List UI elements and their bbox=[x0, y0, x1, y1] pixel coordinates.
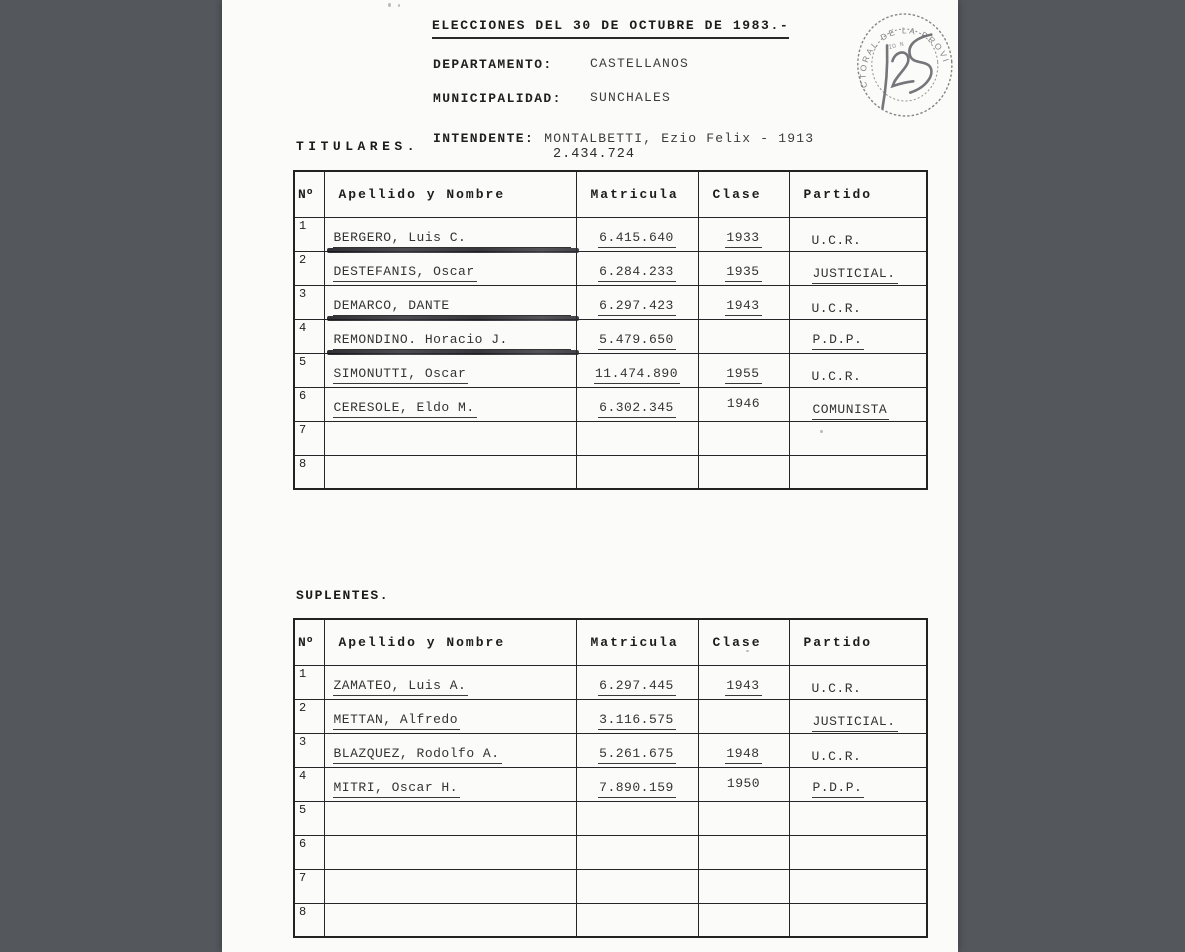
clase-text bbox=[742, 725, 745, 726]
cell-partido bbox=[789, 455, 927, 489]
table-row bbox=[294, 285, 927, 319]
matricula-text: 6.302.345 bbox=[598, 401, 676, 417]
name-text: METTAN, Alfredo bbox=[333, 713, 461, 729]
cell-matricula bbox=[576, 421, 698, 455]
table-row bbox=[294, 767, 927, 801]
cell-clase bbox=[698, 665, 789, 699]
cell-name bbox=[324, 319, 576, 353]
name-text bbox=[333, 861, 336, 862]
matricula-text: 5.479.650 bbox=[598, 333, 676, 349]
table-row bbox=[294, 835, 927, 869]
cell-clase bbox=[698, 455, 789, 489]
table-row bbox=[294, 387, 927, 421]
cell-num: 1 bbox=[294, 217, 324, 251]
cell-name bbox=[324, 835, 576, 869]
matricula-text bbox=[636, 861, 639, 862]
clase-text bbox=[742, 861, 745, 862]
cell-name bbox=[324, 353, 576, 387]
cell-name bbox=[324, 251, 576, 285]
cell-partido bbox=[789, 285, 927, 319]
partido-text: U.C.R. bbox=[811, 300, 862, 316]
cell-matricula bbox=[576, 665, 698, 699]
cell-num: 6 bbox=[294, 387, 324, 421]
clase-text: 1950 bbox=[726, 775, 761, 791]
table-row bbox=[294, 319, 927, 353]
cell-name bbox=[324, 665, 576, 699]
matricula-text: 3.116.575 bbox=[598, 713, 676, 729]
matricula-text bbox=[636, 447, 639, 448]
cell-matricula bbox=[576, 353, 698, 387]
field-row-departamento bbox=[433, 55, 973, 72]
cell-matricula bbox=[576, 733, 698, 767]
cell-num: 5 bbox=[294, 353, 324, 387]
scan-speck bbox=[820, 430, 823, 433]
cell-clase bbox=[698, 835, 789, 869]
field-row-municipalidad bbox=[433, 89, 973, 106]
cell-name bbox=[324, 217, 576, 251]
name-text bbox=[333, 928, 336, 929]
cell-name bbox=[324, 455, 576, 489]
cell-partido bbox=[789, 251, 927, 285]
table-row bbox=[294, 699, 927, 733]
table-row bbox=[294, 353, 927, 387]
table-row bbox=[294, 455, 927, 489]
cell-name bbox=[324, 903, 576, 937]
header-name: Apellido y Nombre bbox=[324, 619, 576, 665]
vote-total: 2.434.724 bbox=[553, 147, 635, 162]
intendente-value: MONTALBETTI, Ezio Felix - 1913 bbox=[544, 131, 815, 146]
cell-name bbox=[324, 421, 576, 455]
document-title: ELECCIONES DEL 30 DE OCTUBRE DE 1983.- bbox=[432, 18, 789, 39]
cell-num: 7 bbox=[294, 421, 324, 455]
cell-name bbox=[324, 767, 576, 801]
partido-text: COMUNISTA bbox=[812, 403, 890, 419]
matricula-text: 5.261.675 bbox=[598, 747, 676, 763]
name-text bbox=[333, 895, 336, 896]
header-partido: Partido bbox=[789, 171, 927, 217]
cell-name bbox=[324, 699, 576, 733]
cell-clase bbox=[698, 387, 789, 421]
name-text bbox=[333, 827, 336, 828]
suplentes-table bbox=[293, 618, 928, 938]
section-label-titulares: TITULARES. bbox=[296, 139, 420, 154]
cell-partido bbox=[789, 903, 927, 937]
clase-text: 1943 bbox=[725, 679, 761, 695]
cell-num: 3 bbox=[294, 285, 324, 319]
cell-num: 6 bbox=[294, 835, 324, 869]
clase-text: 1948 bbox=[725, 747, 761, 763]
clase-text: 1943 bbox=[725, 299, 761, 315]
table-row bbox=[294, 665, 927, 699]
table-row bbox=[294, 733, 927, 767]
scan-speck bbox=[746, 650, 749, 652]
cell-matricula bbox=[576, 455, 698, 489]
cell-clase bbox=[698, 699, 789, 733]
matricula-text: 7.890.159 bbox=[598, 781, 676, 797]
matricula-text bbox=[636, 895, 639, 896]
cell-clase bbox=[698, 251, 789, 285]
cell-num: 8 bbox=[294, 903, 324, 937]
cell-matricula bbox=[576, 869, 698, 903]
cell-partido bbox=[789, 387, 927, 421]
cell-matricula bbox=[576, 835, 698, 869]
name-text: CERESOLE, Eldo M. bbox=[333, 401, 477, 417]
matricula-text: 6.284.233 bbox=[598, 265, 676, 281]
header-name: Apellido y Nombre bbox=[324, 171, 576, 217]
municipalidad-value: SUNCHALES bbox=[590, 90, 672, 105]
stamp-inner-text: IO N bbox=[887, 40, 905, 52]
cell-partido bbox=[789, 319, 927, 353]
cell-num: 1 bbox=[294, 665, 324, 699]
header-num: Nº bbox=[294, 171, 324, 217]
cell-num: 7 bbox=[294, 869, 324, 903]
cell-partido bbox=[789, 869, 927, 903]
cell-matricula bbox=[576, 319, 698, 353]
cell-matricula bbox=[576, 699, 698, 733]
cell-num: 8 bbox=[294, 455, 324, 489]
partido-text: U.C.R. bbox=[811, 368, 862, 384]
matricula-text bbox=[636, 480, 639, 481]
table-header-row bbox=[294, 619, 927, 665]
clase-text bbox=[742, 345, 745, 346]
cell-clase bbox=[698, 285, 789, 319]
name-text bbox=[333, 447, 336, 448]
name-text: ZAMATEO, Luis A. bbox=[333, 679, 469, 695]
section-label-suplentes: SUPLENTES. bbox=[296, 588, 390, 603]
clase-text bbox=[742, 480, 745, 481]
cell-num: 4 bbox=[294, 319, 324, 353]
cell-clase bbox=[698, 319, 789, 353]
cell-clase bbox=[698, 353, 789, 387]
name-text bbox=[333, 480, 336, 481]
matricula-text: 6.297.445 bbox=[598, 679, 676, 695]
clase-text: 1935 bbox=[725, 265, 761, 281]
cell-matricula bbox=[576, 285, 698, 319]
cell-name bbox=[324, 801, 576, 835]
cell-matricula bbox=[576, 387, 698, 421]
header-partido: Partido bbox=[789, 619, 927, 665]
departamento-value: CASTELLANOS bbox=[590, 56, 690, 71]
cell-matricula bbox=[576, 251, 698, 285]
table-row bbox=[294, 903, 927, 937]
field-row-intendente bbox=[433, 129, 973, 146]
cell-clase bbox=[698, 421, 789, 455]
partido-text: JUSTICIAL. bbox=[812, 715, 898, 731]
header-matricula: Matricula bbox=[576, 619, 698, 665]
partido-text: U.C.R. bbox=[811, 232, 862, 248]
cell-matricula bbox=[576, 801, 698, 835]
cell-num: 5 bbox=[294, 801, 324, 835]
cell-partido bbox=[789, 801, 927, 835]
name-text: DESTEFANIS, Oscar bbox=[333, 265, 477, 281]
partido-text: P.D.P. bbox=[812, 333, 865, 349]
name-text: DEMARCO, DANTE bbox=[333, 299, 572, 315]
cell-num: 3 bbox=[294, 733, 324, 767]
cell-name bbox=[324, 285, 576, 319]
cell-clase bbox=[698, 801, 789, 835]
document-page bbox=[222, 0, 958, 952]
cell-name bbox=[324, 733, 576, 767]
clase-text bbox=[742, 895, 745, 896]
matricula-text: 6.415.640 bbox=[598, 231, 676, 247]
partido-text: U.C.R. bbox=[811, 680, 862, 696]
clase-text bbox=[742, 447, 745, 448]
name-text: MITRI, Oscar H. bbox=[333, 781, 461, 797]
table-header-row bbox=[294, 171, 927, 217]
name-text: BERGERO, Luis C. bbox=[333, 231, 572, 247]
cell-partido bbox=[789, 699, 927, 733]
municipalidad-label: MUNICIPALIDAD: bbox=[433, 91, 562, 106]
cell-clase bbox=[698, 869, 789, 903]
scan-speck bbox=[388, 3, 391, 7]
header-num: Nº bbox=[294, 619, 324, 665]
name-text: REMONDINO. Horacio J. bbox=[333, 333, 572, 349]
matricula-text bbox=[636, 827, 639, 828]
cell-num: 4 bbox=[294, 767, 324, 801]
cell-partido bbox=[789, 835, 927, 869]
clase-text bbox=[742, 928, 745, 929]
table-row bbox=[294, 251, 927, 285]
name-text: SIMONUTTI, Oscar bbox=[333, 367, 469, 383]
titulares-table bbox=[293, 170, 928, 490]
cell-name bbox=[324, 869, 576, 903]
departamento-label: DEPARTAMENTO: bbox=[433, 57, 553, 72]
cell-partido bbox=[789, 217, 927, 251]
cell-partido bbox=[789, 421, 927, 455]
cell-num: 2 bbox=[294, 699, 324, 733]
partido-text: JUSTICIAL. bbox=[812, 267, 898, 283]
cell-clase bbox=[698, 217, 789, 251]
header-clase: Clase bbox=[698, 619, 789, 665]
name-text: BLAZQUEZ, Rodolfo A. bbox=[333, 747, 502, 763]
cell-clase bbox=[698, 733, 789, 767]
matricula-text: 6.297.423 bbox=[598, 299, 676, 315]
clase-text bbox=[742, 827, 745, 828]
cell-name bbox=[324, 387, 576, 421]
table-row bbox=[294, 801, 927, 835]
cell-partido bbox=[789, 733, 927, 767]
cell-num: 2 bbox=[294, 251, 324, 285]
partido-text: P.D.P. bbox=[812, 781, 865, 797]
table-row bbox=[294, 421, 927, 455]
table-row bbox=[294, 869, 927, 903]
matricula-text bbox=[636, 928, 639, 929]
intendente-label: INTENDENTE: bbox=[433, 131, 535, 146]
clase-text: 1946 bbox=[726, 395, 761, 411]
partido-text: U.C.R. bbox=[811, 748, 862, 764]
scan-speck bbox=[398, 4, 400, 7]
cell-matricula bbox=[576, 903, 698, 937]
stamp-ring-text: CTORAL DE LA PROVI bbox=[857, 25, 952, 89]
clase-text: 1955 bbox=[725, 367, 761, 383]
cell-matricula bbox=[576, 217, 698, 251]
clase-text: 1933 bbox=[725, 231, 761, 247]
cell-clase bbox=[698, 903, 789, 937]
matricula-text: 11.474.890 bbox=[594, 367, 680, 383]
cell-partido bbox=[789, 353, 927, 387]
cell-matricula bbox=[576, 767, 698, 801]
cell-partido bbox=[789, 665, 927, 699]
cell-partido bbox=[789, 767, 927, 801]
table-row bbox=[294, 217, 927, 251]
cell-clase bbox=[698, 767, 789, 801]
header-matricula: Matricula bbox=[576, 171, 698, 217]
header-clase: Clase bbox=[698, 171, 789, 217]
